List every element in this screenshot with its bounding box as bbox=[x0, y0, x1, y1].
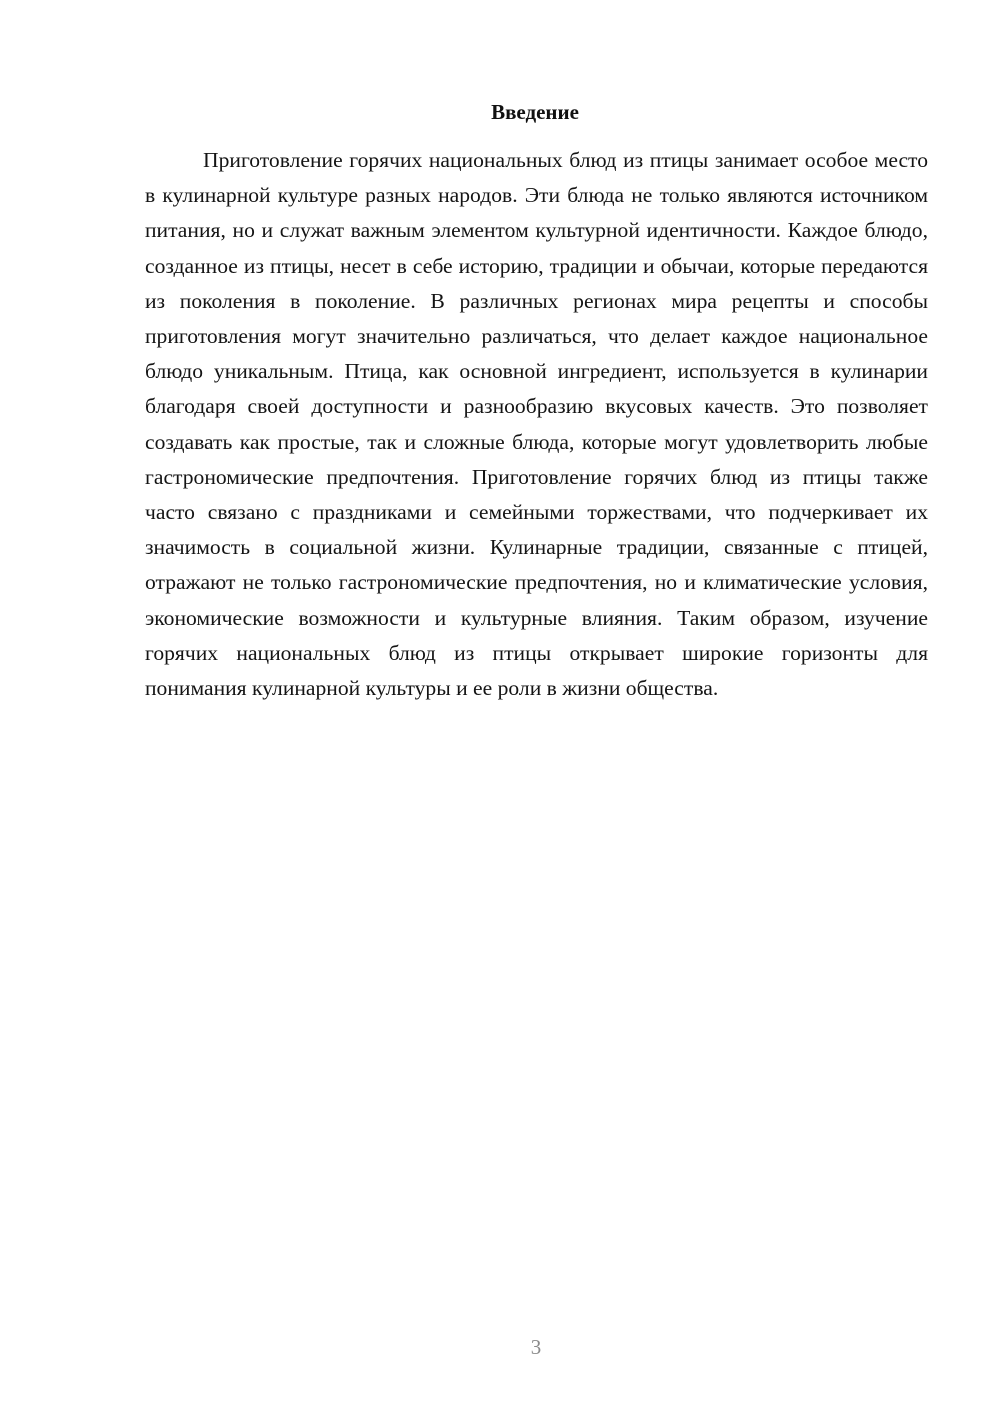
section-heading: Введение bbox=[491, 100, 579, 124]
page-number: 3 bbox=[530, 1335, 542, 1359]
body-paragraph: Приготовление горячих национальных блюд из птицы занимает особое место в кулинарной культуре разных народов. Эти блюда не только являются источником питания, но и служат важным элементом культурной идентичности. Каждое блюдо, созданное из птицы, несет в себе историю, традиции и обычаи, которые передаются из поколения в поколение. В различных регионах мира рецепты и способы приготовления могут значительно различаться, что делает каждое национальное блюдо уникальным. Птица, как основной ингредиент, используется в кулинарии благодаря своей доступности и разнообразию вкусовых качеств. Это позволяет создавать как простые, так и сложные блюда, которые могут удовлетворить любые гастрономические предпочтения. Приготовление горячих блюд из птицы также часто связано с праздниками и семейными торжествами, что подчеркивает их значимость в социальной жизни. Кулинарные традиции, связанные с птицей, отражают не только гастрономические предпочтения, но и климатические условия, экономические возможности и культурные влияния. Таким образом, изучение горячих национальных блюд из птицы открывает широкие горизонты для понимания кулинарной культуры и ее роли в жизни общества. bbox=[145, 148, 928, 701]
